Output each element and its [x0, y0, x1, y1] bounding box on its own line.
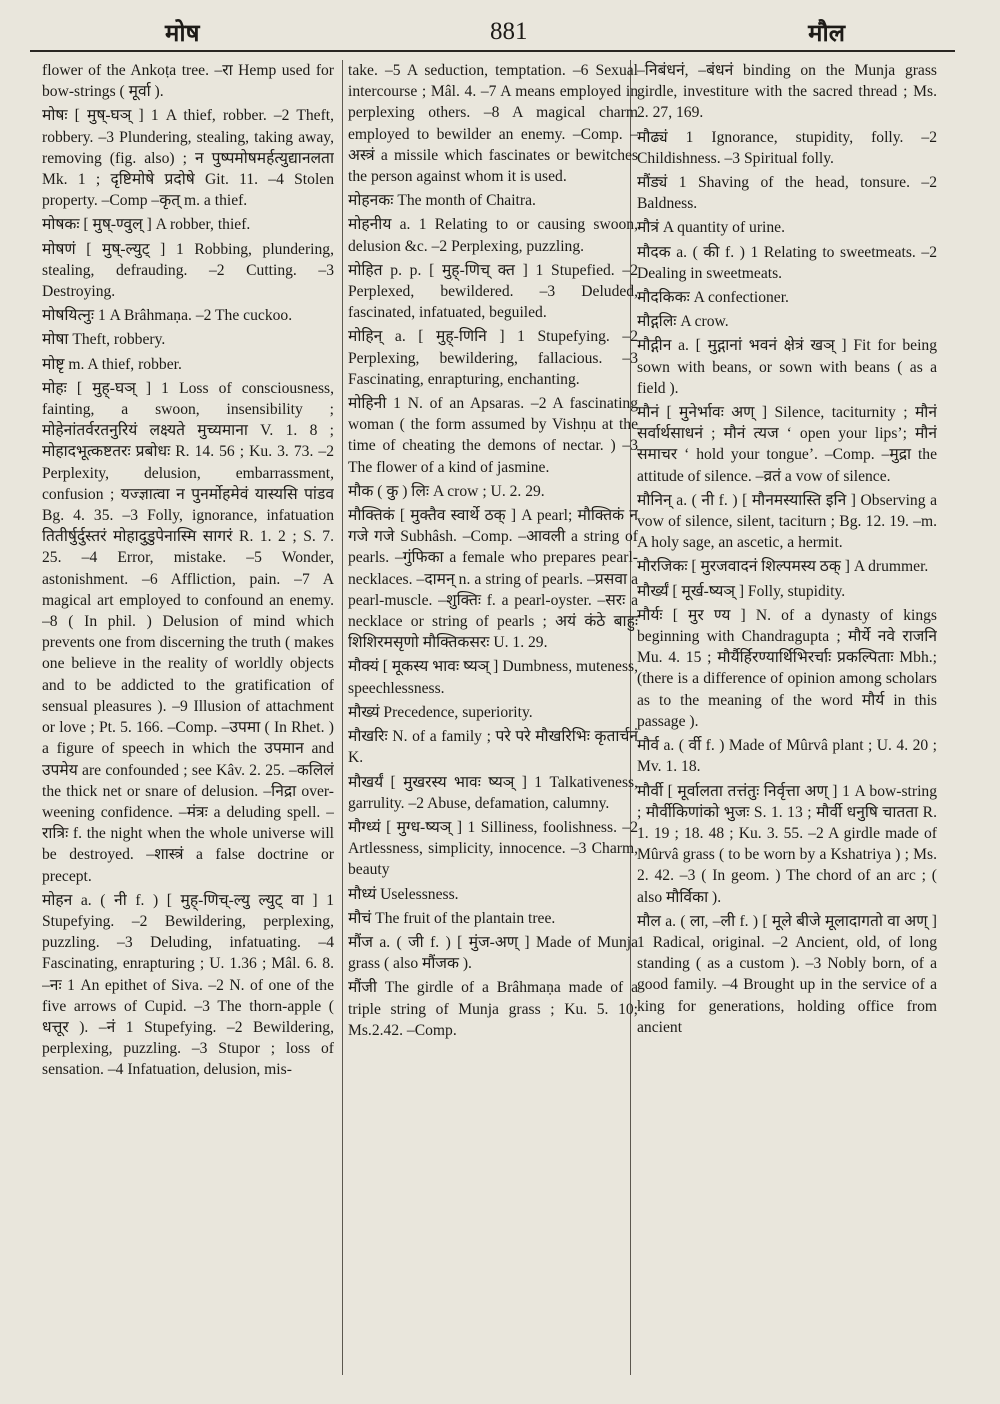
dictionary-entry: मोष्टृ m. A thief, robber. — [42, 355, 182, 373]
dictionary-entry: मौखरिः N. of a family ; परे परे मौखरिभिः कृतार्चनं K. — [348, 728, 638, 767]
dictionary-entry: मौक ( कु ) लिः A crow ; U. 2. 29. — [348, 482, 545, 500]
column-2 — [348, 60, 638, 1395]
column-1 — [42, 60, 334, 1395]
dictionary-entry: मौनं [ मुनेर्भावः अण् ] Silence, taciturnity ; मौनं सर्वार्थसाधनं ; मौनं त्यज ‘ open your lips’; मौनं समाचर ‘ hold your tongue’. –Comp. –मुद्रा the attitude of silence. –व्रतं a vow of silence. — [637, 404, 937, 485]
dictionary-entry: मौर्ख्यं [ मूर्ख-ष्यञ् ] Folly, stupidity. — [637, 582, 846, 600]
dictionary-entry: मोषकः [ मुष्-ण्वुल् ] A robber, thief. — [42, 216, 251, 234]
dictionary-entry: मौचं The fruit of the plantain tree. — [348, 909, 556, 927]
dictionary-entry: मोहः [ मुह्-घञ् ] 1 Loss of consciousness, fainting, a swoon, insensibility ; मोहेनांतर्वरतनुरियं लक्ष्यते मुच्यमाना V. 1. 8 ; मोहादभूत्कष्टतरः प्रबोधः R. 14. 56 ; Ku. 3. 73. –2 Perplexity, delusion, embarrassment, confusion ; यज्ज्ञात्वा न पुनर्मोहमेवं यास्यसि पांडव Bg. 4. 35. –3 Folly, ignorance, infatuation तितीर्षुर्दुस्तरं मोहादुडुपेनास्मि सागरं R. 1. 2 ; S. 7. 25. –4 Error, mistake. –5 Wonder, astonishment. –6 Affliction, pain. –7 A magical art employed to confound an enemy. –8 ( In phil. ) Delusion of mind which prevents one from discerning the truth ( makes one believe in the reality of worldly objects and to be addicted to the gratification of sensual pleasures ). –9 Illusion of attachment or love ; Pt. 5. 166. –Comp. –उपमा ( In Rhet. ) a figure of speech in which the उपमान and उपमेय are confounded ; see Kâv. 2. 25. –कलिलं the thick net or snare of delusion. –निद्रा over-weening confidence. –मंत्रः a deluding spell. –रात्रिः f. the night when the whole universe will be destroyed. –शास्त्रं a false doctrine or precept. — [42, 379, 334, 885]
dictionary-entry: मौदकिकः A confectioner. — [637, 289, 789, 307]
dictionary-entry: मौग्ध्यं [ मुग्ध-ष्यञ् ] 1 Silliness, foolishness. –2 Artlessness, simplicity, innocence. –3 Charm, beauty — [348, 818, 638, 879]
dictionary-entry: मौख्यं Precedence, superiority. — [348, 703, 533, 721]
dictionary-entry: मौदक a. ( की f. ) 1 Relating to sweetmeats. –2 Dealing in sweetmeats. — [637, 243, 937, 282]
dictionary-entry: मोहनकः The month of Chaitra. — [348, 192, 536, 210]
dictionary-entry: मोषणं [ मुष्-ल्युट् ] 1 Robbing, plundering, stealing, defrauding. –2 Cutting. –3 Destroying. — [42, 240, 334, 301]
dictionary-entry: मौढ्यं 1 Ignorance, stupidity, folly. –2 Childishness. –3 Spiritual folly. — [637, 128, 937, 167]
dictionary-entry: मोषा Theft, robbery. — [42, 331, 166, 349]
dictionary-entry: flower of the Ankoṭa tree. –रा Hemp used for bow-strings ( मूर्वा ). — [42, 62, 334, 101]
dictionary-entry: मौध्यं Uselessness. — [348, 885, 459, 903]
page-header — [30, 14, 955, 52]
dictionary-entry: मौखर्यं [ मुखरस्य भावः ष्यञ् ] 1 Talkativeness, garrulity. –2 Abuse, defamation, calumny. — [348, 773, 638, 812]
dictionary-entry: मौक्यं [ मूकस्य भावः ष्यञ् ] Dumbness, muteness, speechlessness. — [348, 658, 638, 697]
dictionary-entry: मौद्गलिः A crow. — [637, 313, 729, 331]
right-guide-word: मौल — [808, 19, 845, 47]
dictionary-entry: मोहिनी 1 N. of an Apsaras. –2 A fascinating woman ( the form assumed by Vishṇu at the time of cheating the demons of nectar. ) –3 The flower of a kind of jasmine. — [348, 395, 638, 476]
dictionary-entry: मौर्यः [ मुर ण्य ] N. of a dynasty of kings beginning with Chandragupta ; मौर्ये नवे राजनि Mu. 4. 15 ; मौर्यैर्हिरण्यार्थिभिरर्चाः प्रकल्पिताः Mbh.; (there is a difference of opinion among scholars as to the meaning of the word मौर्य in this passage ). — [637, 606, 937, 730]
dictionary-entry: take. –5 A seduction, temptation. –6 Sexual intercourse ; Mâl. 4. –7 A means employed in perplexing others. –8 A magical charm employed to bewilder an enemy. –Comp. –अस्त्रं a missile which fascinates or bewitches the person against whom it is used. — [348, 62, 638, 186]
dictionary-entry: मौनिन् a. ( नी f. ) [ मौनमस्यास्ति इनि ] Observing a vow of silence, silent, taciturn ; Bg. 12. 19. –m. A holy sage, an ascetic, a hermit. — [637, 491, 937, 552]
dictionary-entry: मौरजिकः [ मुरजवादनं शिल्पमस्य ठक् ] A drummer. — [637, 558, 929, 576]
dictionary-entry: मौत्रं A quantity of urine. — [637, 219, 786, 237]
dictionary-entry: मोषयित्नुः 1 A Brâhmaṇa. –2 The cuckoo. — [42, 307, 293, 325]
dictionary-entry: मोषः [ मुष्-घञ् ] 1 A thief, robber. –2 Theft, robbery. –3 Plundering, stealing, taking away, removing (fig. also) ; न पुष्पमोषमर्हत्युद्यानलता Mk. 1 ; दृष्टिमोषे प्रदोषे Git. 11. –4 Stolen property. –Comp –कृत् m. a thief. — [42, 107, 334, 210]
dictionary-entry: मौंड्यं 1 Shaving of the head, tonsure. –2 Baldness. — [637, 174, 937, 213]
dictionary-entry: मौर्वी [ मूर्वालता तत्तंतुः निर्वृत्ता अण् ] 1 A bow-string ; मौर्वीकिणांको भुजः S. 1. 13 ; मौर्वी धनुषि चातता R. 1. 19 ; 18. 48 ; Ku. 3. 55. –2 A girdle made of Mûrvâ grass ( to be worn by a Kshatriya ) ; Ms. 2. 42. –3 ( In geom. ) The chord of an arc ; ( also मौर्विका ). — [637, 782, 937, 906]
dictionary-entry: मोहित p. p. [ मुह्-णिच् क्त ] 1 Stupefied. –2 Perplexed, bewildered. –3 Deluded, fascinated, infatuated, beguiled. — [348, 261, 638, 322]
dictionary-entry: मौक्तिकं [ मुक्तैव स्वार्थे ठक् ] A pearl; मौक्तिकं न गजे गजे Subhâsh. –Comp. –आवली a string of pearls. –गुंफिका a female who prepares pearl-necklaces. –दामन् n. a string of pearls. –प्रसवा a pearl-muscle. –शुक्तिः f. a pearl-oyster. –सरः a necklace or string of pearls ; अयं कंठे बाहुः शिशिरमसृणो मौक्तिकसरः U. 1. 29. — [348, 507, 638, 652]
dictionary-entry: मौंज a. ( जी f. ) [ मुंज-अण् ] Made of Munja grass ( also मौंजक ). — [348, 933, 638, 973]
dictionary-entry: मोहनीय a. 1 Relating to or causing swoon, delusion &c. –2 Perplexing, puzzling. — [348, 216, 638, 255]
left-guide-word: मोष — [165, 19, 200, 47]
dictionary-entry: मोहन a. ( नी f. ) [ मुह्-णिच्-ल्यु ल्युट् वा ] 1 Stupefying. –2 Bewildering, perplexing, puzzling. –3 Deluding, infatuating. –4 Fascinating, enrapturing ; U. 1.36 ; Mâl. 6. 8. –नः 1 An epithet of Siva. –2 N. of one of the five arrows of Cupid. –3 The thorn-apple ( धत्तूर ). –नं 1 Stupefying. –2 Bewildering, perplexing, puzzling. –3 Stupor ; loss of sensation. –4 Infatuation, delusion, mis- — [42, 891, 334, 1079]
dictionary-entry: मौंजी The girdle of a Brâhmaṇa made of a triple string of Munja grass ; Ku. 5. 10; Ms.2.42. –Comp. — [348, 979, 638, 1039]
column-3 — [637, 60, 937, 1395]
dictionary-entry: मोहिन् a. [ मुह्-णिनि ] 1 Stupefying. –2 Perplexing, bewildering, fallacious. –3 Fascinating, enrapturing, enchanting. — [348, 328, 638, 388]
page-number: 881 — [490, 18, 528, 45]
dictionary-entry: मौल a. ( ला, –ली f. ) [ मूले बीजे मूलादागतो वा अण् ] 1 Radical, original. –2 Ancient, old, of long standing ( as a custom ). –3 Nobly born, of a good family. –4 Brought up in the service of a king for generations, holding office from ancient — [637, 912, 937, 1036]
dictionary-entry: –निबंधनं, –बंधनं binding on the Munja grass girdle, investiture with the sacred thread ; Ms. 2. 27, 169. — [637, 62, 937, 122]
dictionary-entry: मौर्व a. ( र्वी f. ) Made of Mûrvâ plant ; U. 4. 20 ; Mv. 1. 18. — [637, 737, 937, 776]
column-rule — [342, 60, 343, 1375]
dictionary-entry: मौद्गीन a. [ मुद्गानां भवनं क्षेत्रं खञ् ] Fit for being sown with beans, or sown with beans ( as a field ). — [637, 337, 937, 397]
